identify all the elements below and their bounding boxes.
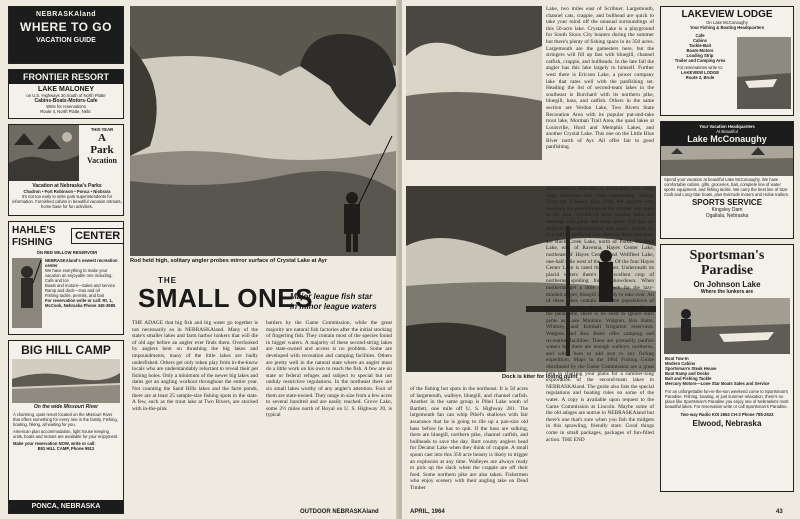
headline-deck [290, 292, 394, 312]
mcc-top2: At Beautiful [716, 129, 738, 134]
left-ad-column [8, 6, 124, 519]
paradise-phone: Two-way Radio KOI 2663 CH-3 Phone 785-2523 [680, 412, 774, 417]
hahle-contact: For reservation write or call: Rt. 1, McCook, Nebraska Phone 345-3585 [45, 298, 116, 308]
park-big2: Park [90, 144, 114, 156]
big-hill-camp-ad [8, 340, 124, 514]
lakeview-item: Loading Strip [686, 53, 714, 58]
river-photo [12, 359, 120, 403]
hahle-name1: HAHLE'S [12, 225, 56, 236]
frontier-resort-ad [8, 69, 124, 119]
frontier-line4: Route 4, North Platte, Nebr. [40, 109, 92, 114]
mcc-title: Lake McConaughy [687, 134, 767, 144]
bighill-contact2: BIG HILL CAMP, Phone 9912 [37, 446, 95, 451]
paradise-item: Bait and Fishing Tackle [665, 376, 712, 381]
lakeview-title: LAKEVIEW LODGE [681, 9, 773, 20]
hahle-item: Cafe and Ice [45, 278, 69, 283]
dock-photo-caption: Dock is kiter for losing quint [502, 374, 578, 380]
frontier-line3: Write for reservations [46, 104, 86, 109]
bighill-body: A charming, quiet resort located on the Missouri River that offers something for every one in the family. Fishing, boating, hiking, all waiting for you. [13, 412, 118, 427]
right-folio-date: APRIL, 1964 [410, 509, 445, 515]
paradise-item: Boat Tow-In [665, 356, 689, 361]
crystal-lake-photo [130, 6, 396, 256]
mcc-lake-photo [661, 146, 794, 176]
hahle-line1: We have everything to make your vacation an enjoyable one including: [45, 268, 113, 278]
left-folio-magazine: OUTDOOR NEBRASKAland [300, 509, 379, 515]
left-page-number: 42 [8, 509, 15, 515]
frontier-title: FRONTIER RESORT [9, 70, 123, 84]
park-photo [9, 125, 79, 181]
right-col1-bottom: of the fishing hot spots in the northeast. It is 50 acres of largemouth, walleye, bluegill, and channel catfish. Another in the same group is Pibel Lake south of Bartlett, one mile off U. S. Highway 281. The largemouth fan can whip Pibel's shallows with fair assurance that he is going to rile up a pan-size old bass before he has to quit. If the bass are sulking, there are bluegill, northern pike, channel catfish, and bullheads to save the day. Burt county anglers head for Decatur Lake when they think of crappie. A small spoon cast into this 350 acre beauty is likely to trigger an explosion at any time. Walleyes are always ready to pick up the slack when the crappie are off their feed. Some northern pike are also taken. Fishermen who enjoy scenery with their angling take on Dead Timber [410, 386, 528, 491]
lakeview-item: Cafe [695, 33, 705, 38]
mcc-place1: Kingsley Dam [711, 207, 743, 213]
lakeview-reservations: For reservations write to: [676, 65, 724, 70]
where-to-go-ad [8, 6, 124, 64]
paradise-photo [664, 298, 790, 354]
frontier-line2: Cabins-Boats-Motors-Cafe [34, 98, 98, 104]
lakeview-item: Trailer and Camping Area [674, 58, 726, 63]
mcc-place2: Ogallala, Nebraska [705, 213, 749, 219]
hahle-item: Ramp and dock—Gas and oil [45, 288, 100, 293]
lakeview-lodge-ad [660, 6, 794, 116]
hahle-sub: ON RED WILLOW RESERVOIR [36, 250, 98, 255]
lakeview-item: Cabins [693, 38, 707, 43]
sportsmans-paradise-ad [660, 244, 794, 492]
right-page [402, 0, 800, 519]
right-page-number: 43 [776, 509, 783, 515]
mcc-body: Spend your vacation at beautiful Lake McConaughy. We have comfortable cabins, gifts, groceries, bait, complete line of water sports equipment, and fishing tackle. We carry the best line of Star-Craft and Long-Star boats, plus Evinrude motors and Hobie trailers. [664, 177, 789, 197]
park-vacation-ad [8, 124, 124, 216]
deck-line1: Major league fish star [290, 292, 373, 301]
hahle-fisherman-photo [12, 258, 42, 328]
hahle-item: Boats and motors—Sales and service [45, 283, 116, 288]
paradise-item: Sportsman's Steak House [665, 366, 717, 371]
paradise-item: Mercury Motors—Lone Star Boats Sales and Service [665, 381, 770, 386]
right-top-photo [406, 6, 542, 160]
park-note: It's not too early to write park superintendents for information. Furnished cabins in beautiful vacation retreats, home base for fun activities. [12, 194, 122, 209]
left-photo-caption: Rod held high, solitary angler probes mirror surface of Crystal Lake at Ayr [130, 258, 327, 264]
where-to-go-title: WHERE TO GO [20, 20, 112, 34]
hahle-tag: NEBRASKAland's newest recreation center [45, 258, 118, 268]
right-col2: Southwestern Nebraska is dominated with some huge reservoirs that offer outstanding fishing. They get a heavy play from the anglers who overlook the possibilities of the smaller wet spots in the area. Several of these smaller lakes are teeming with game and some game fish that are relatively unsophisticated and easily fooled by live bait or artificial lure. Among these hot spots are Rock Creek Lake, north of Parks, Ravenna Lake, east of Ravenna, Hayes Center Lake, northeast of Hayes Center, and Wellfleet Lake, one-half mile west of the town. Of the four Hayes Center Lake is rated the sleeper. Underneath its placid waters there's an excellent crop of northerns spoiling for a showdown. When northerns get a little too much for the lazy-minded angler, bluegill are ready to take over. All of these lakes contain catchable populations of largemouths, channel catfish, and crappie. Out in the panhandle, there is no need to ignore such gems as Lake Minitare, Walgren, Box Butte, Whitney, and Kimball Irrigation reservoirs. Walgren and Box Butte offer camping and recreation facilities. These are primarily panfish waters but there are enough walleye, northerns, and white bass to add zest to any fishing expedition. Maps in the 1964 Fishing Guide distributed by the Game Commission are a great help in charting your plans for a summer-long exploration of the second-team lakes in NEBRASKAland. The guide also lists the special regulations and boating rules on some of the water. A copy is available upon request to the Game Commission at Lincoln. Maybe some of the old adages are untrue in NEBRASKAland but there's one that's sure when you fish the midgets in this sprawling, friendly state. Good things come in small packages, packages of fun-filled action. THE END [546, 186, 654, 443]
park-big3: Vacation [87, 156, 117, 165]
paradise-item: Boat Ramp and Docks [665, 371, 710, 376]
left-article-col2: battlers by the Game Commission, while the great majority are natural fish factories after the initial stocking of fingerling fish. They contain most of the species found in bigger waters. A majority of these second-string lakes are state-owned and access is no problem. Some are developed with recreation and camping facilities. Others are pretty well in the natural state where an angler must do a little work on his own to reach the fish. A few are on state or federal refuges and subject to special but not unduly restrictive regulations. In the northeast there are six small lakes worthy of any angler's attention. Four of them are state-owned. They range in size from a few acres to several hundred and are easily reached. Grove Lake, some 2½ miles north of Royal on U. S. Highway 20, is typical [266, 320, 392, 419]
hahle-item: Fishing tackle, permits, and bait [45, 293, 104, 298]
park-label: THIS YEAR [90, 127, 114, 132]
hahle-name2: FISHING [12, 237, 53, 248]
paradise-sub2: Where the lunkers are [700, 289, 754, 295]
paradise-item: Modern Cabins [665, 361, 696, 366]
lakeview-sub1: On Lake McConaughy [706, 20, 748, 25]
lakeview-sub2: Your Fishing & Boating Headquarters [689, 25, 765, 30]
lakeview-boat-photo [737, 37, 791, 109]
paradise-title1: Sportsman's [689, 248, 765, 263]
frontier-line1: on U.S. Highways 30 South of North Platte [26, 93, 106, 98]
bighill-sub: On the wide Missouri River [33, 404, 99, 410]
paradise-sub1: On Johnson Lake [693, 280, 761, 289]
park-big1: A [98, 132, 106, 144]
hahles-ad [8, 221, 124, 335]
left-page [0, 0, 398, 519]
bighill-city: PONCA, NEBRASKA [9, 500, 123, 513]
hahle-center: CENTER [71, 228, 124, 244]
paradise-title2: Paradise [700, 263, 754, 278]
lake-mcconaughy-ad [660, 121, 794, 239]
lakeview-item: Tackle-Bait [688, 43, 712, 48]
mcc-sports: SPORTS SERVICE [691, 198, 763, 207]
left-article-col1: THE ADAGE that big fish and big water go together is not necessarily so in NEBRASKAland. Many of the state's smaller lakes and farm harbor lunkers that will die of old age before an angler ever finds them. Overlooked by anglers bent on thrashing the big lakes and impoundments, many of the little lakes are badly underfished. Others get only token play from in-the-know locals who are understandably reluctant to reveal their pet fishing holes. Only a minimum of the newer big lakes and dams get an angling workout throughout the entire year. Not counting the Sand Hills lakes and the farm ponds, there are at least 25 sample-size fishing spots in the state. A few, such as the trout lake at Two Rivers, are stocked with in-the-pink [132, 320, 258, 412]
paradise-city: Elwood, Nebraska [692, 419, 762, 428]
lakeview-addr1: LAKEVIEW LODGE [680, 70, 720, 75]
headline-the: THE [158, 276, 177, 285]
frontier-lake: LAKE MALONEY [38, 86, 94, 93]
where-to-go-top: NEBRASKAland [35, 11, 97, 18]
bighill-body2: American plan accommodation, light house keeping units, boats and motors are available for your enjoyment. [13, 429, 119, 439]
bighill-contact1: Make your reservation NOW, write or call: [13, 441, 96, 446]
mcc-top1: Your Vacation Headquarters [699, 124, 755, 129]
park-line2: Chadron • Fort Robinson • Ponca • Niobrara [23, 189, 111, 194]
park-line1: Vacation at Nebraska's Parks [32, 183, 102, 189]
bighill-title: BIG HILL CAMP [21, 343, 111, 357]
lakeview-addr2: Route 2, Brule [685, 75, 715, 80]
right-col1-top: Lake, two miles east of Scribner. Largemouth, channel cats, crappie, and bullhead are quick to take your mind off the unusual surroundings of this 50-acre lake. Crystal Lake is a playground for South Sioux City boaters during the summer but there's plenty of fishing space in its 350 acres. Largemouth are the gamesters here, but the stringers will fill up fast with bluegill, channel catfish, crappie, and bullheads. In the late fall the angler has this lake largely to himself. Further west there is Ericson Lake, a power company lake that rates well with the panfishing set. Heading the list of second-team lakes in the southeast is Burchard with its northern pike, bluegill, bass, and catfish. Others in the same section are Verdon Lake, Two Rivers State Recreation Area with its popular put-and-take trout lake, Morman Trail Area, the quad lakes at Louisville, Hord and Memphis Lakes, and another Crystal Lake. This one on the Little Blue River north of Ayr. All offer fair to good panfishing. [546, 6, 654, 151]
right-ad-column [660, 6, 794, 497]
paradise-body: For an unforgettable fun-in-the-sun weekend come to Sportsman's Paradise. Fishing, boating, or just summer relaxation, there's no place like Sportsman's Paradise you enjoy one of Nebraska's most beautiful lakes. For reservation write or call Sportsman's Paradise. [665, 389, 789, 409]
deck-line2: in minor league waters [290, 302, 377, 311]
lakeview-item: Boats-Motors [686, 48, 714, 53]
headline-main: SMALL ONES [138, 283, 313, 313]
where-to-go-subtitle: VACATION GUIDE [36, 37, 96, 44]
